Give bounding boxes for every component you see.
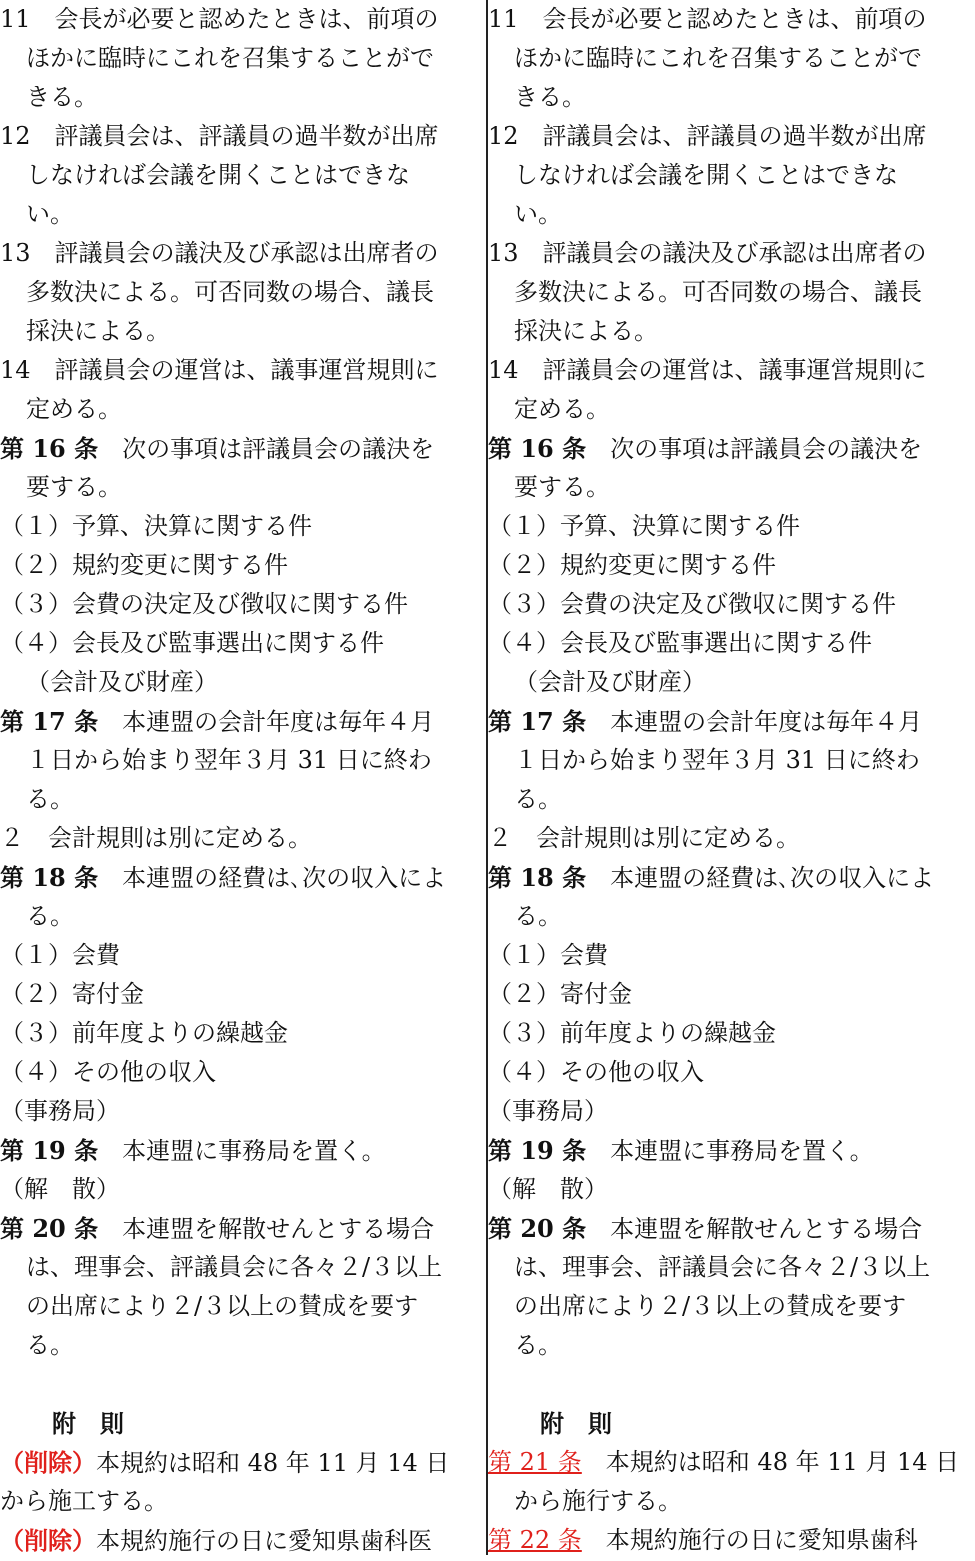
- left_column-text-line: [0, 1404, 124, 1443]
- deleted-marker: （削除）: [0, 1448, 96, 1477]
- line-text: ほかに臨時にこれを召集することがで: [26, 44, 434, 72]
- left_column-text-line: [0, 936, 120, 975]
- line-text: ２ 会計規則は別に定める。: [488, 824, 800, 852]
- left_column-text-line: [0, 897, 74, 936]
- right_column-text-line: [488, 1326, 562, 1365]
- article-label: 第 18 条: [0, 863, 99, 892]
- right_column-text-line: [488, 585, 896, 624]
- line-text: 要する。: [26, 473, 122, 501]
- left_column-text-line: [0, 117, 439, 156]
- deleted-marker: （削除）: [0, 1526, 96, 1555]
- line-text: ほかに臨時にこれを召集することがで: [514, 44, 922, 72]
- left_column-text-line: [0, 1482, 168, 1521]
- line-text: い。: [514, 200, 562, 228]
- line-text: 本連盟に事務局を置く。: [98, 1137, 386, 1165]
- right_column-text-line: [488, 468, 610, 507]
- line-text: しなければ会議を開くことはできな: [514, 161, 898, 189]
- line-text: （１）会費: [0, 941, 120, 969]
- right_column-text-line: [488, 1248, 930, 1287]
- line-text: （２）規約変更に関する件: [488, 551, 776, 579]
- line-text: 本規約は昭和 48 年 11 月 14 日: [581, 1448, 960, 1476]
- article-label: 第 16 条: [488, 434, 587, 463]
- line-text: 本連盟の経費は､次の収入によ: [586, 864, 935, 892]
- right_column-text-line: [488, 819, 800, 858]
- line-text: 本連盟の経費は､次の収入によ: [98, 864, 447, 892]
- line-text: から施行する。: [514, 1487, 682, 1515]
- line-text: 14 評議員会の運営は、議事運営規則に: [488, 356, 927, 384]
- left_column-text-line: [0, 1521, 432, 1560]
- line-text: 採決による。: [26, 317, 170, 345]
- line-text: る。: [514, 785, 562, 813]
- line-text: ２ 会計規則は別に定める。: [0, 824, 312, 852]
- line-text: 定める。: [26, 395, 122, 423]
- line-text: から施工する。: [0, 1487, 168, 1515]
- line-text: （３）会費の決定及び徴収に関する件: [0, 590, 408, 618]
- right_column-text-line: [488, 1521, 918, 1560]
- right_column-text-line: [488, 78, 586, 117]
- right_column-text-line: [488, 780, 562, 819]
- right_column-text-line: [488, 1209, 922, 1248]
- line-text: 13 評議員会の議決及び承認は出席者の: [0, 239, 439, 267]
- left_column-text-line: [0, 1170, 120, 1209]
- article-label: 第 20 条: [488, 1214, 587, 1243]
- left_column-text-line: [0, 1014, 288, 1053]
- right_column-text-line: [488, 1443, 959, 1482]
- article-label: 第 16 条: [0, 434, 99, 463]
- line-text: 多数決による。可否同数の場合、議長: [26, 278, 434, 306]
- line-text: 12 評議員会は、評議員の過半数が出席: [488, 122, 927, 150]
- article-label: 第 19 条: [488, 1136, 587, 1165]
- line-text: １日から始まり翌年３月 31 日に終わ: [26, 746, 432, 774]
- line-text: （１）予算、決算に関する件: [488, 512, 800, 540]
- line-text: る。: [514, 1331, 562, 1359]
- right_column-text-line: [488, 975, 632, 1014]
- right_column-text-line: [488, 234, 927, 273]
- line-text: の出席により２/３以上の賛成を要す: [26, 1292, 419, 1320]
- left_column-text-line: [0, 39, 434, 78]
- line-text: （事務局）: [0, 1097, 120, 1125]
- line-text: の出席により２/３以上の賛成を要す: [514, 1292, 907, 1320]
- right_column-text-line: [488, 858, 934, 897]
- line-text: は、理事会、評議員会に各々２/３以上: [26, 1253, 443, 1281]
- left_column-text-line: [0, 780, 74, 819]
- right_column-text-line: [488, 1053, 704, 1092]
- right_column-text-line: [488, 1287, 906, 1326]
- left_column-text-line: [0, 624, 384, 663]
- line-text: （解 散）: [488, 1175, 608, 1203]
- line-text: 本連盟の会計年度は毎年４月: [586, 708, 923, 736]
- line-text: 13 評議員会の議決及び承認は出席者の: [488, 239, 927, 267]
- left_column-text-line: [0, 273, 434, 312]
- right_column-text-line: [488, 273, 922, 312]
- line-text: 14 評議員会の運営は、議事運営規則に: [0, 356, 439, 384]
- left_column-text-line: [0, 195, 74, 234]
- article-label: 第 18 条: [488, 863, 587, 892]
- left_column-text-line: [0, 0, 439, 39]
- left_column-text-line: [0, 585, 408, 624]
- right_column-text-line: [488, 702, 922, 741]
- line-text: は、理事会、評議員会に各々２/３以上: [514, 1253, 931, 1281]
- line-text: （２）寄付金: [0, 980, 144, 1008]
- right_column-text-line: [488, 897, 562, 936]
- line-text: 本連盟に事務局を置く。: [586, 1137, 874, 1165]
- right_column-text-line: [488, 0, 927, 39]
- left_column-text-line: [0, 156, 410, 195]
- line-text: （１）予算、決算に関する件: [0, 512, 312, 540]
- line-text: （１）会費: [488, 941, 608, 969]
- left_column-text-line: [0, 507, 312, 546]
- line-text: 11 会長が必要と認めたときは、前項の: [0, 5, 439, 33]
- left_column-text-line: [0, 1326, 74, 1365]
- right_column-text-line: [488, 1170, 608, 1209]
- line-text: 本規約施行の日に愛知県歯科: [581, 1526, 918, 1554]
- left_column-text-line: [0, 78, 98, 117]
- right_column-text-line: [488, 546, 776, 585]
- left_column-text-line: [0, 1248, 442, 1287]
- article-label: 第 17 条: [488, 707, 587, 736]
- line-text: （３）会費の決定及び徴収に関する件: [488, 590, 896, 618]
- article-label: 附 則: [52, 1409, 124, 1438]
- right_column-text-line: [488, 117, 927, 156]
- amended-article-label: 第 22 条: [488, 1526, 582, 1554]
- line-text: （４）その他の収入: [0, 1058, 216, 1086]
- left_column-text-line: [0, 468, 122, 507]
- left_column-text-line: [0, 741, 432, 780]
- left_column-text-line: [0, 819, 312, 858]
- right_column-text-line: [488, 936, 608, 975]
- right_column-text-line: [488, 195, 562, 234]
- right_column-text-line: [488, 1014, 776, 1053]
- line-text: 本連盟を解散せんとする場合: [98, 1215, 435, 1243]
- right-column-new-text: [488, 0, 975, 1555]
- line-text: る。: [26, 785, 74, 813]
- line-text: きる。: [26, 83, 98, 111]
- right_column-text-line: [488, 312, 658, 351]
- line-text: 次の事項は評議員会の議決を: [586, 435, 923, 463]
- line-text: る。: [26, 1331, 74, 1359]
- left_column-text-line: [0, 1092, 120, 1131]
- line-text: 本連盟の会計年度は毎年４月: [98, 708, 435, 736]
- left_column-text-line: [0, 975, 144, 1014]
- amended-article-label: 第 21 条: [488, 1448, 582, 1476]
- right_column-text-line: [488, 507, 800, 546]
- right_column-text-line: [488, 156, 898, 195]
- left_column-text-line: [0, 702, 434, 741]
- right_column-text-line: [488, 1131, 874, 1170]
- right_column-text-line: [488, 741, 920, 780]
- right_column-text-line: [488, 390, 610, 429]
- line-text: 11 会長が必要と認めたときは、前項の: [488, 5, 927, 33]
- left-column-old-text: [0, 0, 486, 1555]
- article-label: 第 19 条: [0, 1136, 99, 1165]
- right_column-text-line: [488, 1482, 682, 1521]
- line-text: 多数決による。可否同数の場合、議長: [514, 278, 922, 306]
- article-label: 第 20 条: [0, 1214, 99, 1243]
- left_column-text-line: [0, 546, 288, 585]
- line-text: しなければ会議を開くことはできな: [26, 161, 410, 189]
- left_column-text-line: [0, 1131, 386, 1170]
- line-text: （４）会長及び監事選出に関する件: [0, 629, 384, 657]
- line-text: 本連盟を解散せんとする場合: [586, 1215, 923, 1243]
- line-text: 定める。: [514, 395, 610, 423]
- line-text: 本規約施行の日に愛知県歯科医: [96, 1527, 432, 1555]
- line-text: い。: [26, 200, 74, 228]
- left_column-text-line: [0, 1443, 449, 1482]
- line-text: （３）前年度よりの繰越金: [488, 1019, 776, 1047]
- left_column-text-line: [0, 351, 439, 390]
- right_column-text-line: [488, 429, 922, 468]
- line-text: る。: [514, 902, 562, 930]
- line-text: 採決による。: [514, 317, 658, 345]
- left_column-text-line: [0, 858, 446, 897]
- line-text: （解 散）: [0, 1175, 120, 1203]
- line-text: （２）寄付金: [488, 980, 632, 1008]
- line-text: 次の事項は評議員会の議決を: [98, 435, 435, 463]
- left_column-text-line: [0, 390, 122, 429]
- line-text: （４）会長及び監事選出に関する件: [488, 629, 872, 657]
- line-text: 要する。: [514, 473, 610, 501]
- right_column-text-line: [488, 663, 706, 702]
- left_column-text-line: [0, 1209, 434, 1248]
- left_column-text-line: [0, 663, 218, 702]
- line-text: 12 評議員会は、評議員の過半数が出席: [0, 122, 439, 150]
- line-text: １日から始まり翌年３月 31 日に終わ: [514, 746, 920, 774]
- line-text: （４）その他の収入: [488, 1058, 704, 1086]
- right_column-text-line: [488, 351, 927, 390]
- left_column-text-line: [0, 234, 439, 273]
- line-text: る。: [26, 902, 74, 930]
- line-text: （会計及び財産）: [26, 668, 218, 696]
- article-label: 第 17 条: [0, 707, 99, 736]
- right_column-text-line: [488, 1404, 612, 1443]
- article-label: 附 則: [540, 1409, 612, 1438]
- right_column-text-line: [488, 39, 922, 78]
- right_column-text-line: [488, 624, 872, 663]
- line-text: （２）規約変更に関する件: [0, 551, 288, 579]
- line-text: （会計及び財産）: [514, 668, 706, 696]
- left_column-text-line: [0, 1053, 216, 1092]
- left_column-text-line: [0, 429, 434, 468]
- line-text: きる。: [514, 83, 586, 111]
- right_column-text-line: [488, 1092, 608, 1131]
- line-text: （事務局）: [488, 1097, 608, 1125]
- line-text: 本規約は昭和 48 年 11 月 14 日: [96, 1449, 450, 1477]
- left_column-text-line: [0, 312, 170, 351]
- line-text: （３）前年度よりの繰越金: [0, 1019, 288, 1047]
- left_column-text-line: [0, 1287, 418, 1326]
